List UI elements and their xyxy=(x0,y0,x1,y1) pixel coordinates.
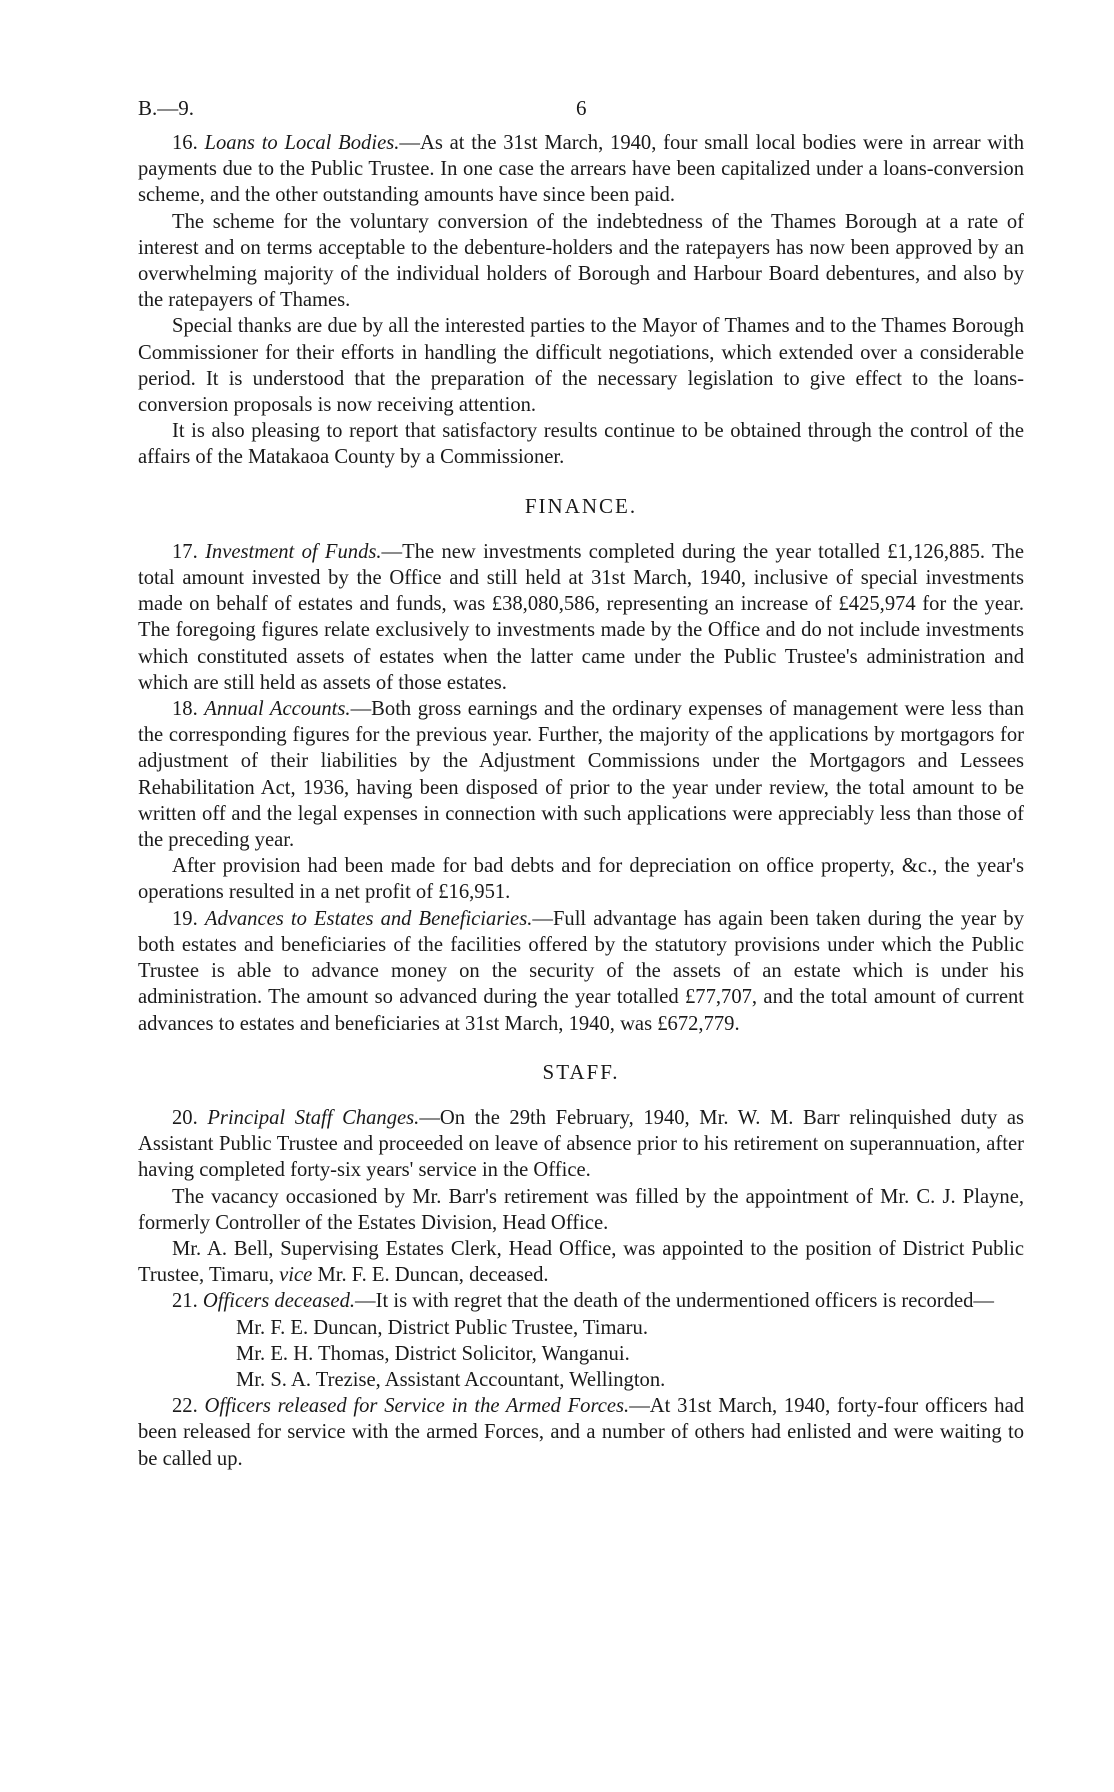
section-16-title: Loans to Local Bodies. xyxy=(204,132,400,154)
section-18-number: 18. xyxy=(172,698,198,721)
section-20-title: Principal Staff Changes. xyxy=(207,1106,420,1129)
section-20-text-1: —On the 29th February, 1940, Mr. W. M. Barr relinquished duty as Assistant Public Trustee and proceeded on leave of absence prior to his retirement on superannuation, after having completed forty-six years' service in the Office. xyxy=(138,1106,1024,1182)
section-17-text-1: —The new investments completed during the year totalled £1,126,885. The total amount invested by the Office and still held at 31st March, 1940, inclusive of special investments made on behalf of estates and funds, was £38,080,586, representing an increase of £425,974 for the year. The foregoing figures relate exclusively to investments made by the Office and do not include investments which constituted assets of estates when the latter came under the Public Trustee's administration and which are still held as assets of those estates. xyxy=(138,540,1024,694)
page-number: 6 xyxy=(576,96,587,120)
section-17-number: 17. xyxy=(172,540,198,563)
section-21-paragraph-1 xyxy=(138,1288,1024,1314)
document-page xyxy=(138,96,1024,1472)
section-20-text-3a: Mr. A. Bell, Supervising Estates Clerk, Head Office, was appointed to the position of District Public Trustee, Timaru, xyxy=(138,1237,1024,1287)
section-22-number: 22. xyxy=(172,1395,198,1418)
section-19-number: 19. xyxy=(172,907,198,930)
section-20-paragraph-3 xyxy=(138,1236,1024,1288)
finance-heading: FINANCE. xyxy=(524,493,638,518)
deceased-officers-list xyxy=(138,1315,1024,1394)
list-item: Mr. S. A. Trezise, Assistant Accountant, Wellington. xyxy=(236,1368,666,1391)
section-16-number: 16. xyxy=(172,132,198,154)
section-22-paragraph-1 xyxy=(138,1393,1024,1472)
section-19-paragraph-1 xyxy=(138,906,1024,1037)
section-18-text-1: —Both gross earnings and the ordinary expenses of management were less than the corresponding figures for the previous year. Further, the majority of the applications by mortgagors for adjustment of their liabilities by the Adjustment Commissions under the Mortgagors and Lessees Rehabilitation Act, 1936, having been disposed of prior to the year under review, the total amount to be written off and the legal expenses in connection with such applications were appreciably less than those of the preceding year. xyxy=(138,698,1024,852)
list-item: Mr. E. H. Thomas, District Solicitor, Wanganui. xyxy=(236,1342,630,1365)
section-20-paragraph-2: The vacancy occasioned by Mr. Barr's retirement was filled by the appointment of Mr. C. J. Playne, formerly Controller of the Estates Division, Head Office. xyxy=(138,1185,1024,1234)
list-item: Mr. F. E. Duncan, District Public Trustee, Timaru. xyxy=(236,1316,648,1339)
section-20-vice: vice xyxy=(279,1264,313,1287)
section-21-title: Officers deceased. xyxy=(202,1290,356,1313)
section-20-text-3b: Mr. F. E. Duncan, deceased. xyxy=(312,1264,549,1287)
section-22-text-1: —At 31st March, 1940, forty-four officers had been released for service with the armed Forces, and a number of others had enlisted and were waiting to be called up. xyxy=(138,1395,1025,1470)
section-20-paragraph-1 xyxy=(138,1105,1024,1184)
section-17-title: Investment of Funds. xyxy=(205,540,382,563)
section-22-title: Officers released for Service in the Armed Forces. xyxy=(204,1395,630,1418)
page-header xyxy=(138,96,1024,130)
section-16-paragraph-2: The scheme for the voluntary conversion of the indebtedness of the Thames Borough at a rate of interest and on terms acceptable to the debenture-holders and the ratepayers has now been approved by an overwhelming majority of the individual holders of Borough and Harbour Board debentures, and also by the ratepayers of Thames. xyxy=(138,210,1024,312)
section-20-number: 20. xyxy=(172,1106,198,1129)
section-19-text-1: —Full advantage has again been taken during the year by both estates and beneficiaries of the facilities offered by the statutory provisions under which the Public Trustee is able to advance money on the security of the assets of an estate which is under his administration. The amount so advanced during the year totalled £77,707, and the total amount of current advances to estates and beneficiaries at 31st March, 1940, was £672,779. xyxy=(138,907,1024,1035)
section-21-number: 21. xyxy=(172,1290,198,1313)
report-reference: B.—9. xyxy=(138,96,195,120)
section-16-paragraph-3: Special thanks are due by all the interested parties to the Mayor of Thames and to the Thames Borough Commissioner for their efforts in handling the difficult negotiations, which extended over a considerable period. It is understood that the preparation of the necessary legislation to give effect to the loans-conversion proposals is now receiving attention. xyxy=(138,315,1024,417)
section-16-text-1: —As at the 31st March, 1940, four small local bodies were in arrear with payments due to the Public Trustee. In one case the arrears have been capitalized under a loans-conversion scheme, and the other outstanding amounts have since been paid. xyxy=(138,132,1025,207)
section-17-paragraph-1 xyxy=(138,539,1024,696)
section-16-paragraph-1 xyxy=(138,130,1024,209)
section-21-text-1: —It is with regret that the death of the undermentioned officers is recorded— xyxy=(355,1290,994,1313)
section-18-title: Annual Accounts. xyxy=(204,698,351,721)
section-19-title: Advances to Estates and Beneficiaries. xyxy=(204,907,533,930)
section-16-paragraph-4: It is also pleasing to report that satisfactory results continue to be obtained through the control of the affairs of the Matakaoa County by a Commissioner. xyxy=(138,420,1024,469)
staff-heading: STAFF. xyxy=(542,1059,620,1084)
section-18-paragraph-2: After provision had been made for bad debts and for depreciation on office property, &c., the year's operations resulted in a net profit of £16,951. xyxy=(138,855,1024,904)
section-18-paragraph-1 xyxy=(138,696,1024,853)
